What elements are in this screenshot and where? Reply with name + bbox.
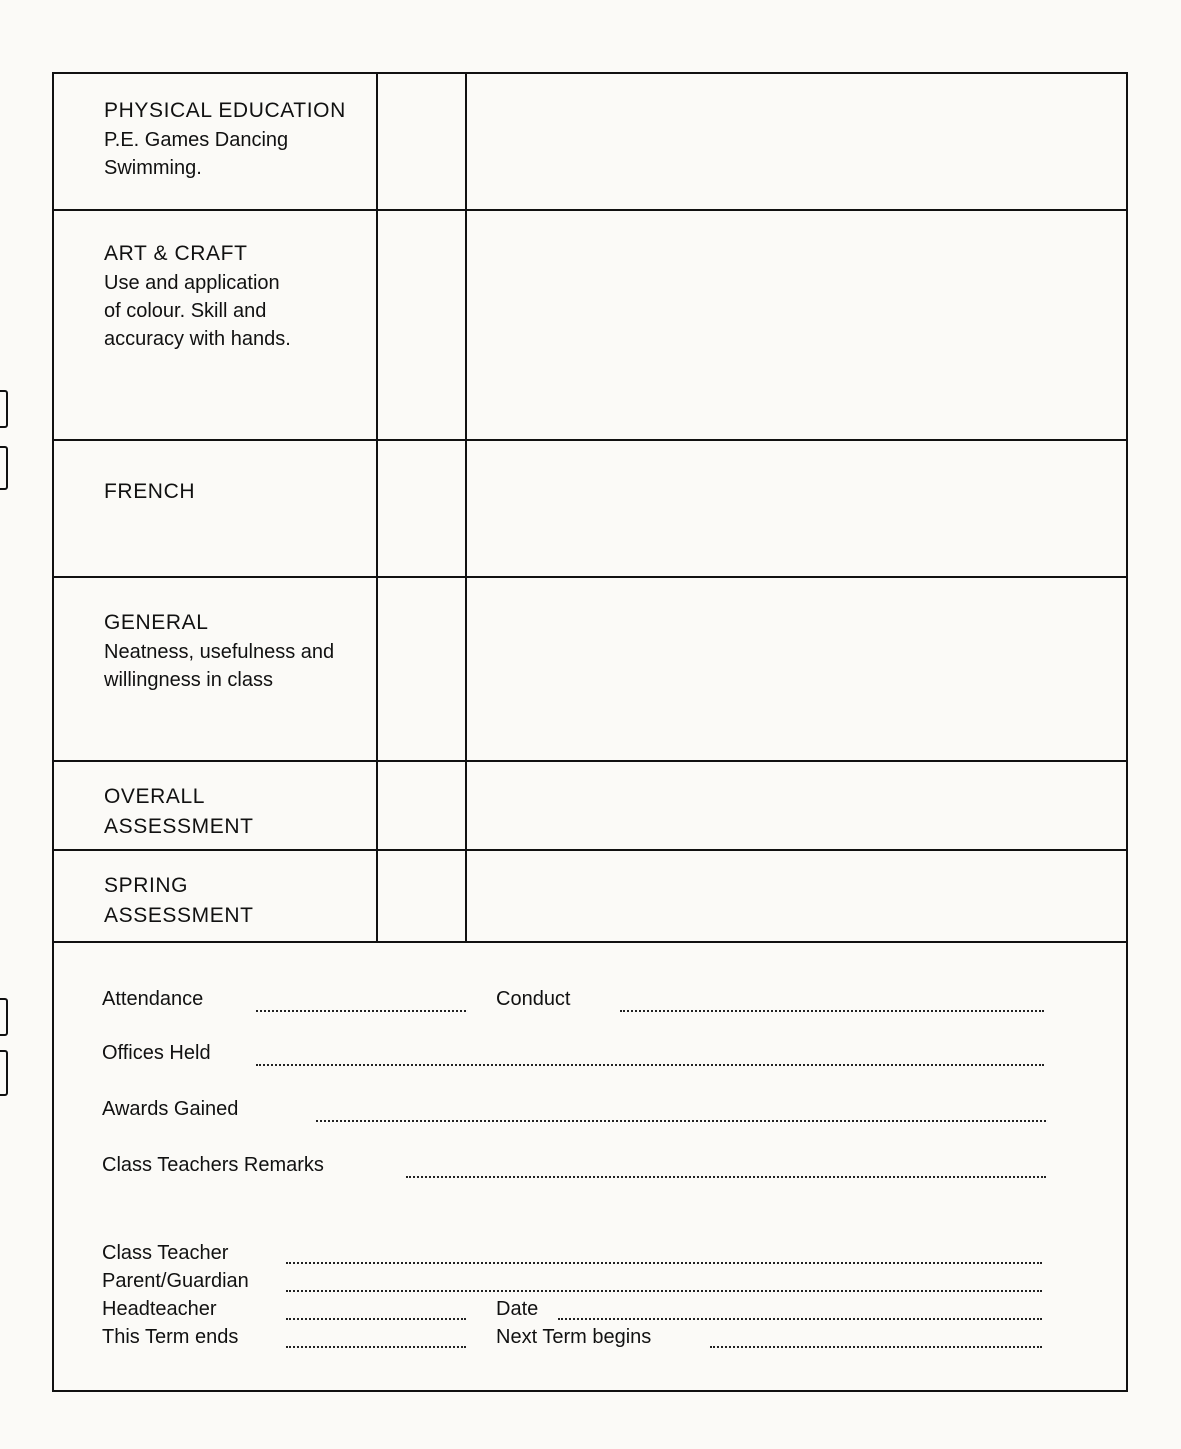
report-form (52, 72, 1128, 1392)
offices-held-label: Offices Held (102, 1042, 211, 1064)
comment-cell[interactable] (466, 850, 1126, 942)
conduct-label: Conduct (496, 988, 571, 1010)
conduct-line[interactable] (620, 996, 1044, 1012)
parent-guardian-label: Parent/Guardian (102, 1270, 249, 1292)
subject-row (54, 74, 1126, 210)
subject-cell (54, 577, 377, 761)
subject-title: PHYSICAL EDUCATION (104, 99, 346, 122)
this-term-ends-row (102, 1326, 238, 1349)
subject-table (54, 74, 1126, 943)
comment-cell[interactable] (466, 577, 1126, 761)
attendance-label: Attendance (102, 988, 204, 1010)
comment-cell[interactable] (466, 210, 1126, 440)
subject-row (54, 210, 1126, 440)
grade-cell[interactable] (377, 577, 466, 761)
awards-gained-row (102, 1098, 238, 1121)
subject-description: P.E. Games Dancing Swimming. (104, 129, 289, 179)
headteacher-label: Headteacher (102, 1298, 217, 1320)
grade-cell[interactable] (377, 210, 466, 440)
date-line[interactable] (558, 1304, 1042, 1320)
subject-description: Use and application of colour. Skill and accuracy with hands. (104, 272, 291, 350)
parent-guardian-line[interactable] (286, 1276, 1042, 1292)
subject-title: GENERAL (104, 611, 209, 634)
binding-mark (0, 1050, 8, 1096)
grade-cell[interactable] (377, 74, 466, 210)
grade-cell[interactable] (377, 440, 466, 577)
subject-row (54, 850, 1126, 942)
next-term-begins-row (496, 1326, 651, 1349)
subject-row (54, 761, 1126, 850)
grade-cell[interactable] (377, 761, 466, 850)
offices-held-line[interactable] (256, 1050, 1044, 1066)
next-term-begins-label: Next Term begins (496, 1326, 652, 1348)
date-label: Date (496, 1298, 539, 1320)
attendance-row (102, 988, 203, 1011)
subject-title: OVERALL ASSESSMENT (104, 785, 254, 838)
binding-mark (0, 390, 8, 428)
subject-cell (54, 210, 377, 440)
grade-cell[interactable] (377, 850, 466, 942)
date-row (496, 1298, 538, 1321)
remarks-section (54, 942, 1126, 1392)
headteacher-row (102, 1298, 217, 1321)
subject-cell (54, 74, 377, 210)
conduct-row (496, 988, 571, 1011)
subject-cell (54, 440, 377, 577)
parent-guardian-row (102, 1270, 249, 1293)
comment-cell[interactable] (466, 74, 1126, 210)
subject-title: ART & CRAFT (104, 242, 248, 265)
comment-cell[interactable] (466, 440, 1126, 577)
subject-title: FRENCH (104, 480, 196, 503)
subject-row (54, 440, 1126, 577)
subject-cell (54, 761, 377, 850)
class-teacher-row (102, 1242, 228, 1265)
binding-mark (0, 446, 8, 490)
next-term-begins-line[interactable] (710, 1332, 1042, 1348)
comment-cell[interactable] (466, 761, 1126, 850)
class-teacher-line[interactable] (286, 1248, 1042, 1264)
subject-description: Neatness, usefulness and willingness in class (104, 641, 335, 691)
offices-held-row (102, 1042, 211, 1065)
subject-cell (54, 850, 377, 942)
awards-gained-line[interactable] (316, 1106, 1046, 1122)
subject-title: SPRING ASSESSMENT (104, 874, 254, 927)
this-term-ends-label: This Term ends (102, 1326, 239, 1348)
attendance-line[interactable] (256, 996, 466, 1012)
this-term-ends-line[interactable] (286, 1332, 466, 1348)
awards-gained-label: Awards Gained (102, 1098, 239, 1120)
subject-row (54, 577, 1126, 761)
remarks-label: Class Teachers Remarks (102, 1154, 324, 1176)
remarks-line[interactable] (406, 1162, 1046, 1178)
binding-mark (0, 998, 8, 1036)
class-teacher-label: Class Teacher (102, 1242, 229, 1264)
remarks-row (102, 1154, 324, 1177)
headteacher-line[interactable] (286, 1304, 466, 1320)
